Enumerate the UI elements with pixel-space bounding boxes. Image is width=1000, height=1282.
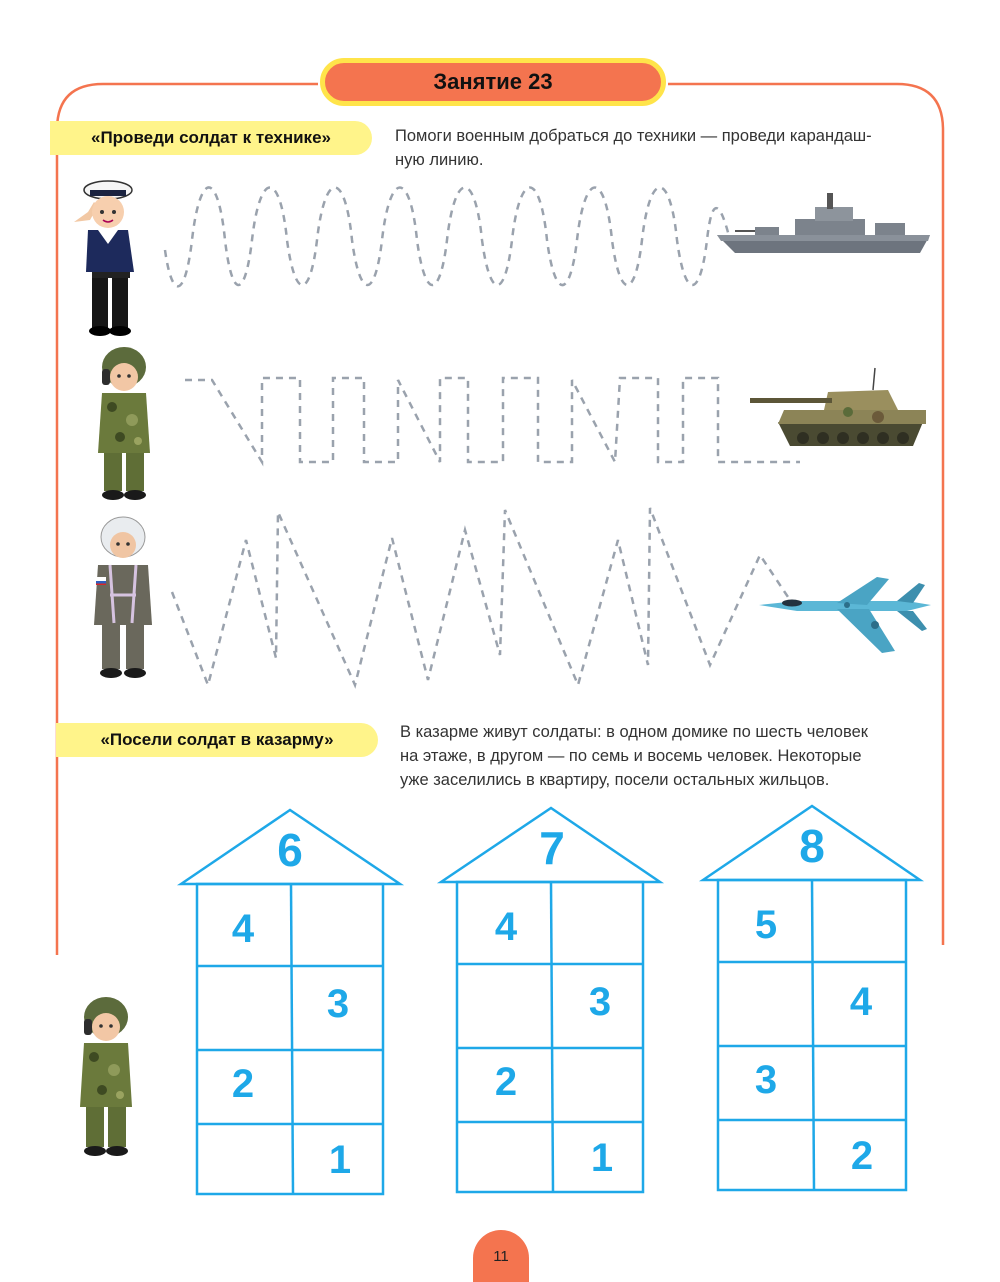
page-number: 11: [473, 1230, 529, 1282]
floor-cell: 3: [326, 982, 350, 1026]
floor-cell: 3: [754, 1058, 778, 1102]
lesson-title: Занятие 23: [320, 58, 666, 106]
task2-label: «Посели солдат в казарму»: [56, 723, 378, 757]
house-number: 8: [799, 820, 825, 872]
floor-cell: 5: [754, 903, 778, 947]
floor-cell: 1: [590, 1136, 614, 1180]
task2-instruction-line: уже заселились в квартиру, посели остальных жильцов.: [400, 771, 830, 789]
task2-instruction-line: на этаже, в другом — по семь и восемь человек. Некоторые: [400, 747, 862, 765]
floor-cell: 4: [849, 980, 873, 1024]
task1-instruction-line: ную линию.: [395, 151, 484, 169]
floor-cell: 2: [850, 1134, 874, 1178]
floor-cell: 2: [231, 1062, 255, 1106]
floor-cell: 2: [494, 1060, 518, 1104]
house-number: 7: [539, 822, 565, 874]
task2-instruction-line: В казарме живут солдаты: в одном домике по шесть человек: [400, 723, 868, 741]
house-8: [703, 806, 920, 1190]
floor-cell: 4: [494, 905, 518, 949]
floor-cell: 4: [231, 907, 255, 951]
house-7: [441, 808, 660, 1192]
floor-cell: 3: [588, 980, 612, 1024]
task1-label: «Проведи солдат к технике»: [50, 121, 372, 155]
task1-instruction-line: Помоги военным добраться до техники — проведи карандаш-: [395, 127, 872, 145]
house-6: [181, 810, 400, 1194]
floor-cell: 1: [328, 1138, 352, 1182]
house-number: 6: [277, 824, 303, 876]
